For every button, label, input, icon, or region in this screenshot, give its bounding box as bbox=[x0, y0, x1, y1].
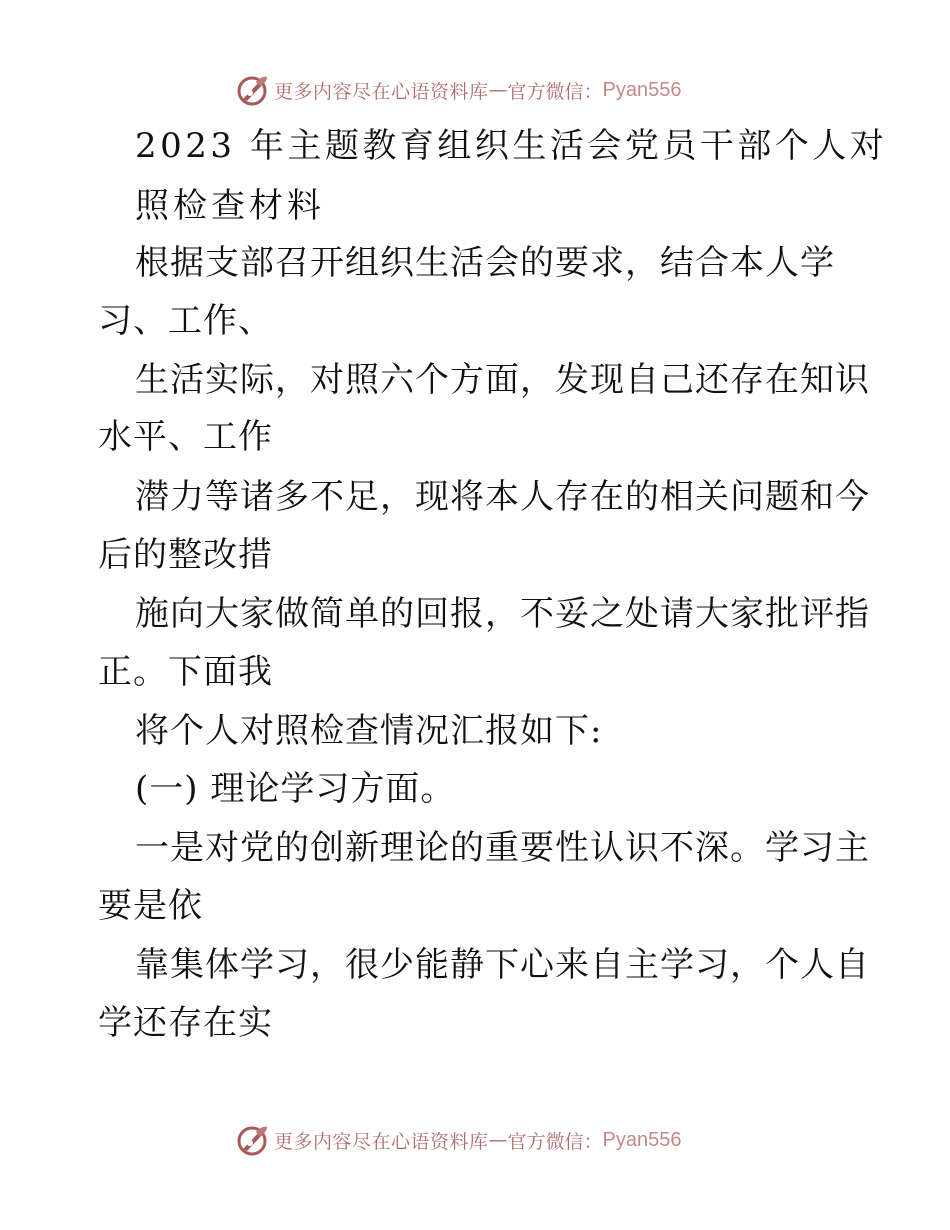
watermark-wechat-id: Pyan556 bbox=[602, 1128, 682, 1151]
watermark-wechat-label: 官方微信： bbox=[507, 80, 603, 103]
watermark-separator: — bbox=[488, 79, 508, 101]
body-line: 施向大家做简单的回报，不妥之处请大家批评指 bbox=[135, 594, 870, 634]
footer-watermark bbox=[236, 1122, 682, 1158]
quill-seal-logo-icon bbox=[236, 73, 270, 107]
document-title-line-1: 2023 年主题教育组织生活会党员干部个人对 bbox=[135, 126, 888, 166]
quill-seal-logo-icon bbox=[236, 1123, 270, 1157]
header-watermark bbox=[236, 72, 682, 108]
body-line: 学还存在实 bbox=[98, 1003, 273, 1043]
body-line: 潜力等诸多不足，现将本人存在的相关问题和今 bbox=[135, 477, 870, 517]
body-line: 一是对党的创新理论的重要性认识不深。学习主 bbox=[135, 828, 870, 868]
watermark-text: 更多内容尽在心语资料库 bbox=[274, 1130, 489, 1153]
body-line: 正。下面我 bbox=[98, 652, 273, 692]
body-line: 靠集体学习，很少能静下心来自主学习，个人自 bbox=[135, 945, 870, 985]
section-heading: (一) 理论学习方面。 bbox=[135, 769, 456, 809]
body-line: 习、工作、 bbox=[98, 301, 273, 341]
body-line: 水平、工作 bbox=[98, 417, 273, 457]
body-line: 要是依 bbox=[98, 886, 203, 926]
body-line: 后的整改措 bbox=[98, 535, 273, 575]
document-title-line-2: 照检查材料 bbox=[135, 186, 325, 226]
watermark-wechat-id: Pyan556 bbox=[602, 78, 682, 101]
watermark-wechat-label: 官方微信： bbox=[507, 1130, 603, 1153]
body-line: 将个人对照检查情况汇报如下: bbox=[135, 711, 603, 751]
watermark-separator: — bbox=[488, 1129, 508, 1151]
body-line: 根据支部召开组织生活会的要求，结合本人学 bbox=[135, 243, 835, 283]
watermark-text: 更多内容尽在心语资料库 bbox=[274, 80, 489, 103]
body-line: 生活实际，对照六个方面，发现自己还存在知识 bbox=[135, 360, 870, 400]
